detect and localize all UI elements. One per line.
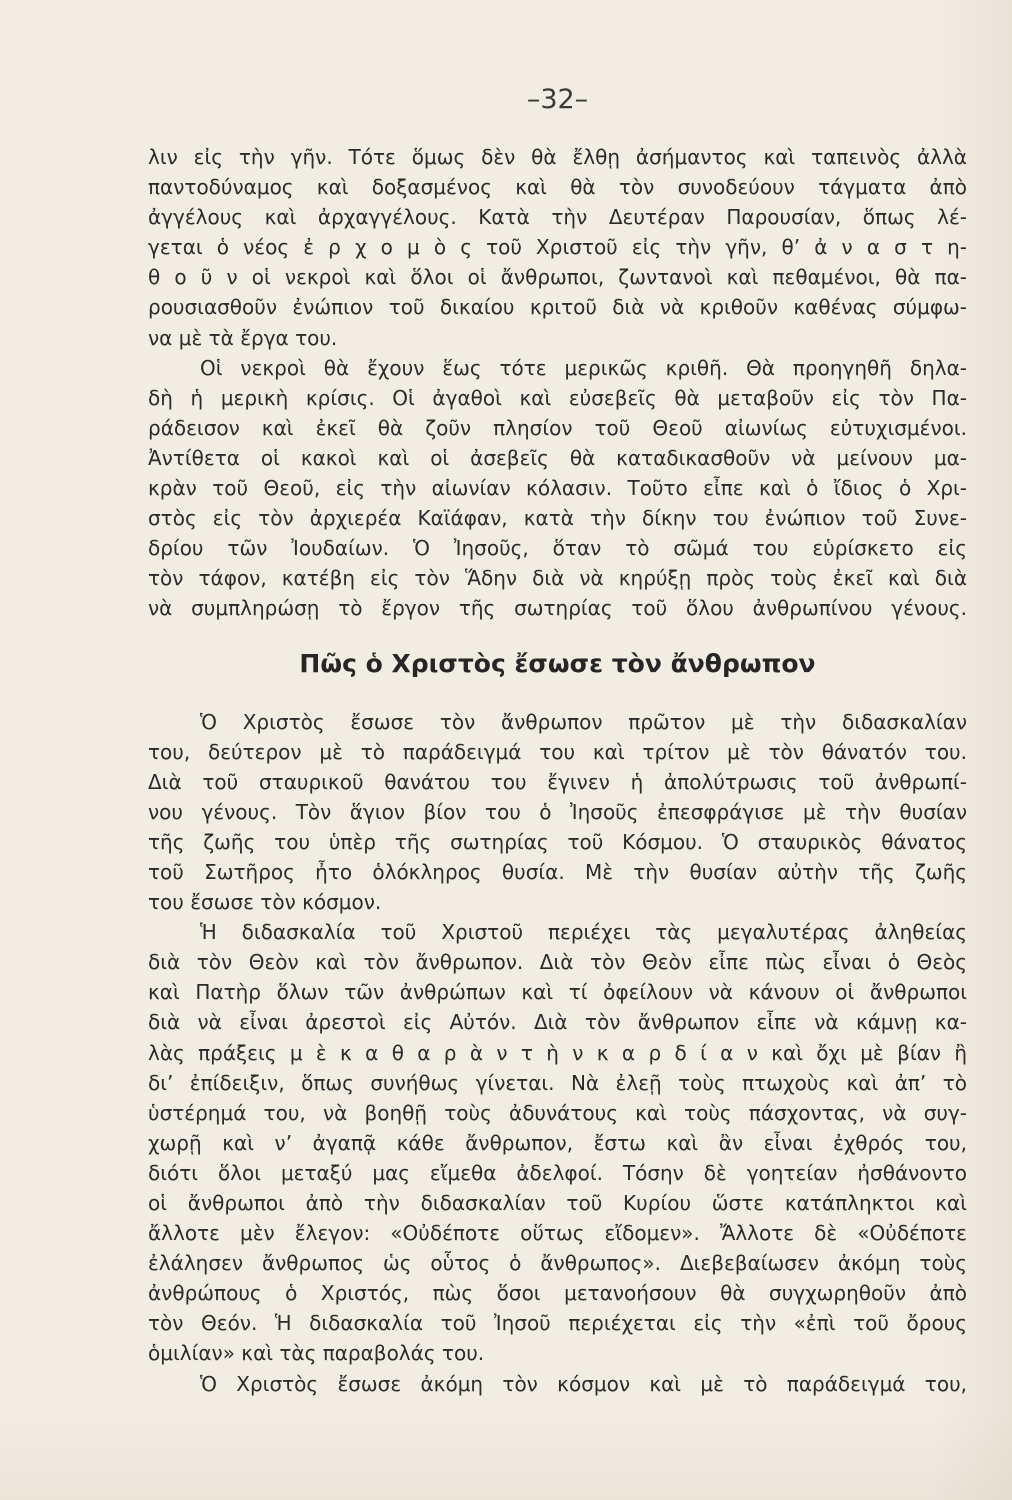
text-line: διότι ὅλοι μεταξύ μας εἴμεθα ἀδελφοί. Τόσην δὲ γοητείαν ἠσθάνοντο (148, 1160, 967, 1185)
text-line: να μὲ τὰ ἔργα του. (148, 325, 338, 350)
section-heading: Πῶς ὁ Χριστὸς ἔσωσε τὸν ἄνθρωπον (299, 648, 816, 678)
text-line: τὸν Θεόν. Ἡ διδασκαλία τοῦ Ἰησοῦ περιέχεται εἰς τὴν «ἐπὶ τοῦ ὄρους (148, 1311, 967, 1336)
paragraph-example (148, 1369, 967, 1399)
text-line: του ἔσωσε τὸν κόσμον. (148, 890, 382, 915)
text-line: Ἡ διδασκαλία τοῦ Χριστοῦ περιέχει τὰς μεγαλυτέρας ἀληθείας (200, 920, 967, 945)
paragraph-partial-judgment (148, 353, 967, 624)
text-line: χωρῇ καὶ ν’ ἀγαπᾷ κάθε ἄνθρωπον, ἔστω καὶ ἂν εἶναι ἐχθρός του, (148, 1130, 967, 1155)
text-line: ἀνθρώπους ὁ Χριστός, πὼς ὅσοι μετανοήσουν θὰ συγχωρηθοῦν ἀπὸ (148, 1281, 967, 1306)
text-line: γεται ὁ νέος ἐ ρ χ ο μ ὸ ς τοῦ Χριστοῦ εἰς τὴν γῆν, θ’ ἀ ν α σ τ η- (148, 235, 967, 260)
text-line: Ὁ Χριστὸς ἔσωσε τὸν ἄνθρωπον πρῶτον μὲ τὴν διδασκαλίαν (200, 709, 967, 734)
text-line: λὰς πράξεις μ ὲ κ α θ α ρ ὰ ν τ ὴ ν κ α ρ δ ί α ν καὶ ὄχι μὲ βίαν ἢ (148, 1040, 967, 1065)
text-line: ὁμιλίαν» καὶ τὰς παραβολάς του. (148, 1341, 485, 1366)
text-line: Διὰ τοῦ σταυρικοῦ θανάτου του ἔγινεν ἡ ἀπολύτρωσις τοῦ ἀνθρωπί- (148, 769, 967, 794)
text-line: νου γένους. Τὸν ἅγιον βίον του ὁ Ἰησοῦς ἐπεσφράγισε μὲ τὴν θυσίαν (148, 799, 967, 824)
text-line: τοῦ Σωτῆρος ἦτο ὁλόκληρος θυσία. Μὲ τὴν θυσίαν αὐτὴν τῆς ζωῆς (148, 859, 967, 884)
text-line: στὸς εἰς τὸν ἀρχιερέα Καϊάφαν, κατὰ τὴν δίκην του ἐνώπιον τοῦ Συνε- (148, 506, 967, 531)
text-line: ράδεισον καὶ ἐκεῖ θὰ ζοῦν πλησίον τοῦ Θεοῦ αἰωνίως εὐτυχισμένοι. (148, 415, 967, 440)
text-line: Ὁ Χριστὸς ἔσωσε ἀκόμη τὸν κόσμον καὶ μὲ τὸ παράδειγμά του, (200, 1371, 967, 1396)
text-line: λιν εἰς τὴν γῆν. Τότε ὅμως δὲν θὰ ἔλθῃ ἀσήμαντος καὶ ταπεινὸς ἀλλὰ (148, 145, 967, 169)
text-line: ἐλάλησεν ἄνθρωπος ὡς οὗτος ὁ ἄνθρωπος». Διεβεβαίωσεν ἀκόμη τοὺς (148, 1251, 967, 1276)
text-line: κρὰν τοῦ Θεοῦ, εἰς τὴν αἰωνίαν κόλασιν. Τοῦτο εἶπε καὶ ὁ ἴδιος ὁ Χρι- (148, 476, 967, 501)
text-line: τὸν τάφον, κατέβη εἰς τὸν Ἅδην διὰ νὰ κηρύξῃ πρὸς τοὺς ἐκεῖ καὶ διὰ (148, 566, 967, 591)
text-line: τῆς ζωῆς του ὑπὲρ τῆς σωτηρίας τοῦ Κόσμου. Ὁ σταυρικὸς θάνατος (148, 829, 967, 854)
text-line: Οἱ νεκροὶ θὰ ἔχουν ἕως τότε μερικῶς κριθῆ. Θὰ προηγηθῆ δηλα- (200, 355, 967, 380)
text-line: ὑστέρημά του, νὰ βοηθῇ τοὺς ἀδυνάτους καὶ τοὺς πάσχοντας, νὰ συγ- (148, 1100, 967, 1125)
text-line: Ἀντίθετα οἱ κακοὶ καὶ οἱ ἀσεβεῖς θὰ καταδικασθοῦν νὰ μείνουν μα- (148, 445, 967, 470)
paragraph-teaching (148, 917, 967, 1368)
page-number: –32– (526, 84, 589, 115)
text-line: του, δεύτερον μὲ τὸ παράδειγμά του καὶ τρίτον μὲ τὸν θάνατόν του. (148, 739, 967, 764)
text-line: νὰ συμπληρώσῃ τὸ ἔργον τῆς σωτηρίας τοῦ ὅλου ἀνθρωπίνου γένους. (148, 596, 967, 621)
text-line: δι’ ἐπίδειξιν, ὅπως συνήθως γίνεται. Νὰ ἐλεῇ τοὺς πτωχοὺς καὶ ἀπ’ τὸ (148, 1070, 967, 1095)
paragraph-salvation (148, 707, 967, 918)
text-line: καὶ Πατὴρ ὅλων τῶν ἀνθρώπων καὶ τί ὀφείλουν νὰ κάνουν οἱ ἄνθρωποι (148, 980, 967, 1005)
text-block (148, 142, 967, 1399)
text-line: ἀγγέλους καὶ ἀρχαγγέλους. Κατὰ τὴν Δευτέραν Παρουσίαν, ὅπως λέ- (148, 205, 967, 230)
text-line: διὰ τὸν Θεὸν καὶ τὸν ἄνθρωπον. Διὰ τὸν Θεὸν εἶπε πὼς εἶναι ὁ Θεὸς (148, 950, 967, 975)
text-line: διὰ νὰ εἶναι ἀρεστοὶ εἰς Αὐτόν. Διὰ τὸν ἄνθρωπον εἶπε νὰ κάμνῃ κα- (148, 1010, 967, 1035)
text-line: δρίου τῶν Ἰουδαίων. Ὁ Ἰησοῦς, ὅταν τὸ σῶμά του εὑρίσκετο εἰς (148, 536, 967, 561)
text-line: οἱ ἄνθρωποι ἀπὸ τὴν διδασκαλίαν τοῦ Κυρίου ὥστε κατάπληκτοι καὶ (148, 1191, 967, 1215)
text-line: ρουσιασθοῦν ἐνώπιον τοῦ δικαίου κριτοῦ διὰ νὰ κριθοῦν καθένας σύμφω- (148, 295, 967, 320)
text-line: θ ο ῦ ν οἱ νεκροὶ καὶ ὅλοι οἱ ἄνθρωποι, ζωντανοὶ καὶ πεθαμένοι, θὰ πα- (148, 265, 967, 290)
text-line: δὴ ἡ μερικὴ κρίσις. Οἱ ἀγαθοὶ καὶ εὐσεβεῖς θὰ μεταβοῦν εἰς τὸν Πα- (148, 385, 967, 410)
text-line: παντοδύναμος καὶ δοξασμένος καὶ θὰ τὸν συνοδεύουν τάγματα ἀπὸ (148, 175, 967, 200)
text-line: ἄλλοτε μὲν ἔλεγον: «Οὐδέποτε οὕτως εἴδομεν». Ἄλλοτε δὲ «Οὐδέποτε (148, 1221, 967, 1246)
paragraph-second-coming (148, 142, 967, 353)
